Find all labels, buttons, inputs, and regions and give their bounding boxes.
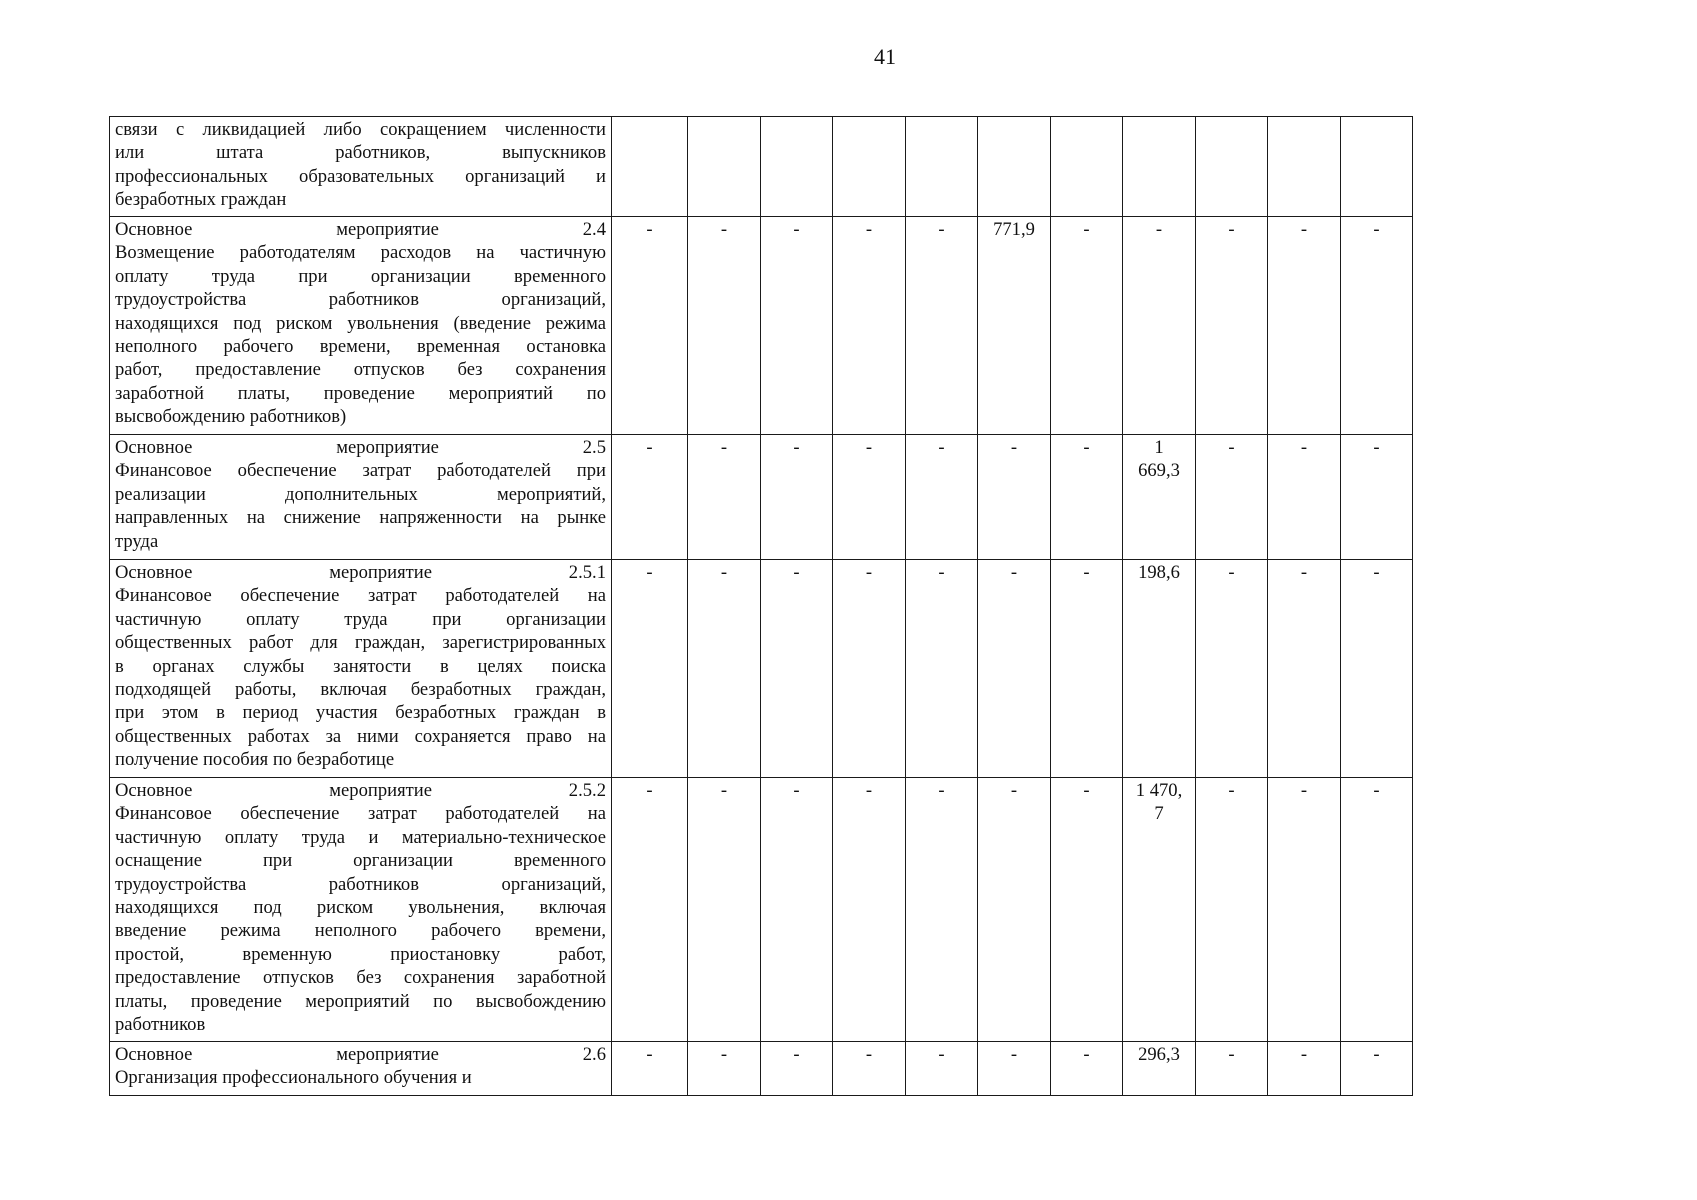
value-text: - — [1300, 219, 1308, 240]
value-text: - — [865, 437, 873, 458]
value-text: - — [865, 1044, 873, 1065]
value-cell — [761, 560, 833, 778]
value-text: - — [1155, 219, 1163, 240]
value-text: - — [1300, 437, 1308, 458]
description-line: предоставление отпусков без сохранения заработной — [115, 967, 606, 989]
description-line: Основное мероприятие 2.5.1 — [115, 562, 606, 583]
value-cell — [906, 1042, 978, 1096]
value-text: - — [720, 780, 728, 801]
value-text: - — [1083, 219, 1090, 240]
description-line: работников — [115, 1014, 206, 1036]
description-line: безработных граждан — [115, 189, 287, 211]
value-text: - — [793, 219, 800, 240]
value-text: - — [1083, 1044, 1090, 1065]
value-cell — [688, 560, 761, 778]
value-text: - — [793, 1044, 800, 1065]
value-cell — [688, 435, 761, 560]
value-text: - — [1010, 1044, 1018, 1065]
value-cell — [1123, 560, 1196, 778]
value-text: - — [1373, 562, 1380, 583]
description-line: Основное мероприятие 2.5 — [115, 437, 606, 458]
value-text: 1 669,3 — [1138, 437, 1180, 482]
value-text: - — [1228, 1044, 1235, 1065]
description-line: подходящей работы, включая безработных граждан, — [115, 679, 606, 701]
value-text: 1 470, 7 — [1135, 780, 1183, 825]
description-line: неполного рабочего времени, временная остановка — [115, 336, 606, 358]
value-cell — [978, 560, 1051, 778]
description-line: Организация профессионального обучения и — [115, 1067, 472, 1089]
description-line: общественных работах за ними сохраняется право на — [115, 725, 606, 747]
description-line: трудоустройства работников организаций, — [115, 873, 606, 895]
description-line: Финансовое обеспечение затрат работодателей на — [115, 585, 606, 607]
value-cell — [833, 117, 906, 217]
table-row — [110, 1042, 1413, 1096]
value-text: - — [938, 437, 945, 458]
value-text: - — [1373, 1044, 1380, 1065]
table-row — [110, 217, 1413, 435]
value-cell — [906, 217, 978, 435]
value-cell — [1341, 217, 1413, 435]
value-cell — [1268, 217, 1341, 435]
value-text: - — [793, 780, 800, 801]
value-cell — [1051, 560, 1123, 778]
value-text: - — [865, 780, 873, 801]
value-cell — [761, 1042, 833, 1096]
table-row — [110, 560, 1413, 778]
measure-description-cell — [110, 117, 612, 217]
value-text: - — [1228, 780, 1235, 801]
description-line: реализации дополнительных мероприятий, — [115, 483, 606, 505]
value-text: - — [1010, 780, 1018, 801]
description-line: связи с ликвидацией либо сокращением численности — [115, 119, 606, 140]
value-cell — [761, 435, 833, 560]
page-number: 41 — [874, 44, 896, 69]
description-line: Финансовое обеспечение затрат работодателей при — [115, 460, 606, 482]
value-text: - — [1010, 562, 1018, 583]
value-cell — [1196, 217, 1268, 435]
description-line: Основное мероприятие 2.5.2 — [115, 780, 606, 801]
description-line: платы, проведение мероприятий по высвобождению — [115, 990, 606, 1012]
description-line: Финансовое обеспечение затрат работодателей на — [115, 803, 606, 825]
value-text: - — [1083, 437, 1090, 458]
value-text: - — [1228, 219, 1235, 240]
value-text: - — [1373, 780, 1380, 801]
value-cell — [833, 560, 906, 778]
value-text: - — [938, 1044, 945, 1065]
table-body — [110, 117, 1413, 1096]
table-row — [110, 117, 1413, 217]
description-line: Возмещение работодателям расходов на частичную — [115, 242, 606, 264]
program-measures-table — [109, 116, 1413, 1096]
value-cell — [1196, 778, 1268, 1042]
value-text: - — [1300, 562, 1308, 583]
value-cell — [1123, 778, 1196, 1042]
value-cell — [1051, 778, 1123, 1042]
value-text: - — [646, 437, 653, 458]
value-cell — [1123, 435, 1196, 560]
description-line: частичную оплату труда и материально-техническое — [115, 826, 606, 848]
value-cell — [1051, 1042, 1123, 1096]
value-cell — [1051, 217, 1123, 435]
value-cell — [1196, 560, 1268, 778]
description-line: Основное мероприятие 2.6 — [115, 1044, 606, 1065]
measure-description-cell — [110, 1042, 612, 1096]
value-cell — [1268, 435, 1341, 560]
description-line: высвобождению работников) — [115, 406, 347, 428]
value-text: - — [865, 562, 873, 583]
value-text: - — [1083, 562, 1090, 583]
value-cell — [612, 560, 688, 778]
description-line: направленных на снижение напряженности на рынке — [115, 507, 606, 529]
value-cell — [1123, 117, 1196, 217]
value-cell — [1341, 117, 1413, 217]
value-cell — [1341, 778, 1413, 1042]
measure-description-cell — [110, 217, 612, 435]
value-cell — [1051, 117, 1123, 217]
value-text: - — [720, 437, 728, 458]
value-cell — [1123, 1042, 1196, 1096]
value-text: - — [646, 562, 653, 583]
description-line: в органах службы занятости в целях поиска — [115, 655, 606, 677]
description-line: или штата работников, выпускников — [115, 142, 606, 164]
description-line: оплату труда при организации временного — [115, 265, 606, 287]
value-cell — [688, 217, 761, 435]
table-row — [110, 435, 1413, 560]
description-line: находящихся под риском увольнения, включая — [115, 897, 606, 919]
measure-description-cell — [110, 560, 612, 778]
value-cell — [906, 435, 978, 560]
value-text: - — [720, 562, 728, 583]
description-line: Основное мероприятие 2.4 — [115, 219, 606, 240]
value-cell — [688, 1042, 761, 1096]
value-cell — [1123, 217, 1196, 435]
description-line: получение пособия по безработице — [115, 749, 395, 771]
value-cell — [1268, 560, 1341, 778]
value-text: 296,3 — [1138, 1044, 1180, 1065]
value-cell — [612, 435, 688, 560]
value-cell — [978, 435, 1051, 560]
description-line: общественных работ для граждан, зарегистрированных — [115, 632, 606, 654]
value-cell — [761, 117, 833, 217]
value-cell — [833, 1042, 906, 1096]
value-cell — [1268, 778, 1341, 1042]
value-cell — [978, 217, 1051, 435]
measure-description-cell — [110, 778, 612, 1042]
value-cell — [612, 778, 688, 1042]
value-cell — [761, 217, 833, 435]
value-text: 198,6 — [1138, 562, 1180, 583]
value-cell — [1196, 1042, 1268, 1096]
value-cell — [612, 1042, 688, 1096]
measure-description-cell — [110, 435, 612, 560]
value-cell — [612, 217, 688, 435]
value-text: - — [1373, 219, 1380, 240]
description-line: частичную оплату труда при организации — [115, 608, 606, 630]
description-line: введение режима неполного рабочего времени, — [115, 920, 606, 942]
value-cell — [688, 778, 761, 1042]
description-line: при этом в период участия безработных граждан в — [115, 702, 606, 724]
value-cell — [1341, 1042, 1413, 1096]
description-line: простой, временную приостановку работ, — [115, 943, 606, 965]
value-text: - — [1300, 1044, 1308, 1065]
value-text: - — [793, 437, 800, 458]
value-text: - — [646, 219, 653, 240]
value-text: - — [865, 219, 873, 240]
description-line: профессиональных образовательных организаций и — [115, 165, 606, 187]
value-text: - — [646, 1044, 653, 1065]
value-text: - — [720, 219, 728, 240]
value-cell — [1268, 1042, 1341, 1096]
value-text: - — [1228, 562, 1235, 583]
value-text: - — [1228, 437, 1235, 458]
value-text: - — [720, 1044, 728, 1065]
value-cell — [978, 1042, 1051, 1096]
value-cell — [688, 117, 761, 217]
value-text: - — [646, 780, 653, 801]
description-line: оснащение при организации временного — [115, 850, 606, 872]
value-text: - — [1083, 780, 1090, 801]
table-row — [110, 778, 1413, 1042]
value-cell — [833, 435, 906, 560]
description-line: находящихся под риском увольнения (введение режима — [115, 312, 606, 334]
value-text: - — [1300, 780, 1308, 801]
value-text: - — [938, 780, 945, 801]
value-cell — [1341, 435, 1413, 560]
value-cell — [1341, 560, 1413, 778]
value-text: - — [938, 219, 945, 240]
value-text: - — [1010, 437, 1018, 458]
value-cell — [978, 778, 1051, 1042]
description-line: работ, предоставление отпусков без сохранения — [115, 359, 606, 381]
value-cell — [906, 560, 978, 778]
value-cell — [612, 117, 688, 217]
value-cell — [906, 117, 978, 217]
value-cell — [761, 778, 833, 1042]
value-text: 771,9 — [993, 219, 1035, 240]
description-line: труда — [115, 530, 159, 552]
value-text: - — [938, 562, 945, 583]
value-cell — [833, 778, 906, 1042]
value-cell — [1051, 435, 1123, 560]
value-text: - — [793, 562, 800, 583]
value-cell — [906, 778, 978, 1042]
value-text: - — [1373, 437, 1380, 458]
value-cell — [1268, 117, 1341, 217]
value-cell — [1196, 435, 1268, 560]
value-cell — [978, 117, 1051, 217]
value-cell — [1196, 117, 1268, 217]
description-line: трудоустройства работников организаций, — [115, 289, 606, 311]
value-cell — [833, 217, 906, 435]
description-line: заработной платы, проведение мероприятий по — [115, 382, 606, 404]
